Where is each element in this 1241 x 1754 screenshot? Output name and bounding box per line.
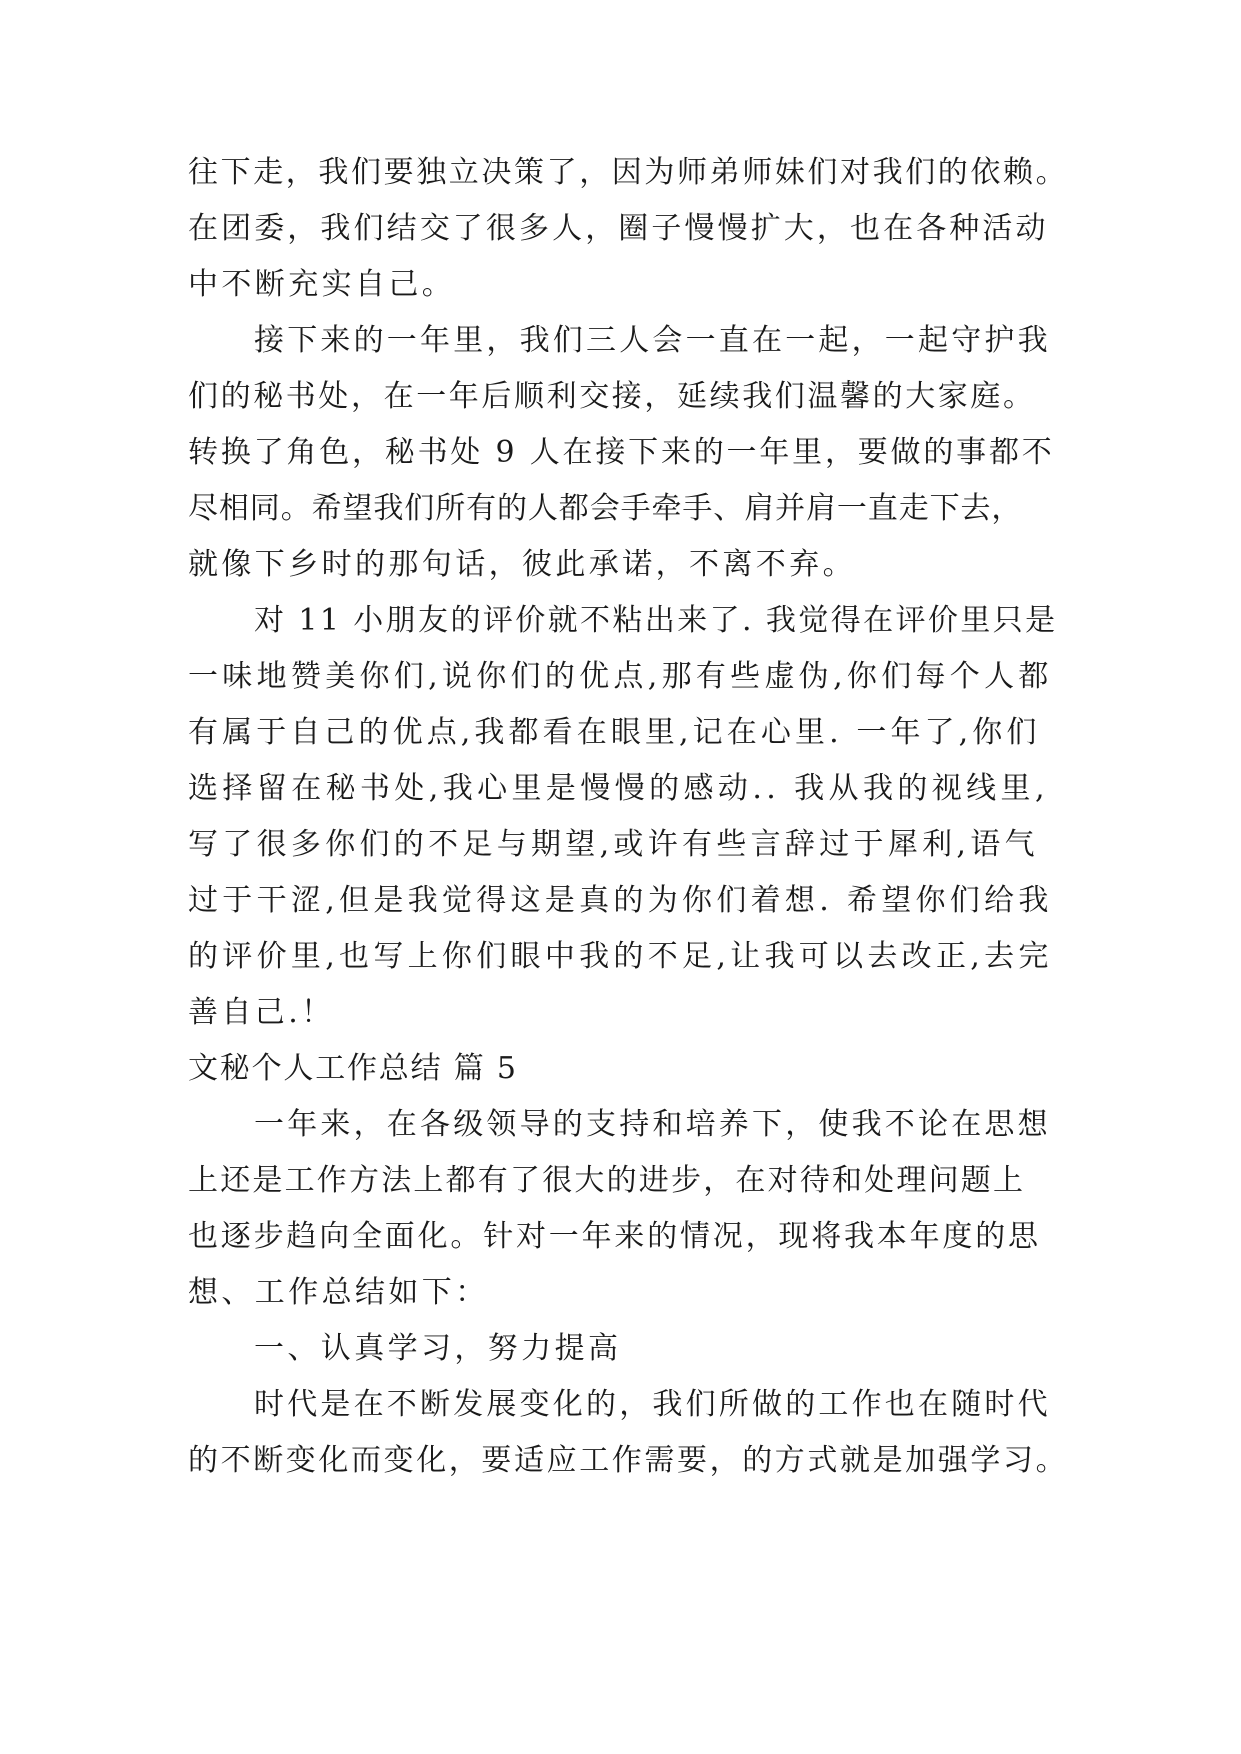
text-line: 过于干涩,但是我觉得这是真的为你们着想. 希望你们给我 — [188, 883, 1053, 918]
text-line: 的评价里,也写上你们眼中我的不足,让我可以去改正,去完 — [188, 939, 1053, 974]
text-line: 写了很多你们的不足与期望,或许有些言辞过于犀利,语气 — [188, 827, 1039, 862]
text-line: 选择留在秘书处,我心里是慢慢的感动.. 我从我的视线里, — [188, 771, 1049, 806]
text-line: 善自己.！ — [188, 995, 335, 1030]
text-line: 接下来的一年里，我们三人会一直在一起，一起守护我 — [254, 323, 1051, 358]
text-line: 就像下乡时的那句话，彼此承诺，不离不弃。 — [188, 547, 856, 582]
text-line: 也逐步趋向全面化。针对一年来的情况，现将我本年度的思 — [188, 1219, 1041, 1254]
text-line: 的不断变化而变化，要适应工作需要，的方式就是加强学习。 — [188, 1443, 1069, 1478]
text-line: 上还是工作方法上都有了很大的进步，在对待和处理问题上 — [188, 1163, 1026, 1198]
text-line: 中不断充实自己。 — [188, 267, 456, 302]
text-line: 想、工作总结如下： — [188, 1275, 489, 1310]
text-line: 一年来，在各级领导的支持和培养下，使我不论在思想 — [254, 1107, 1051, 1142]
subsection-heading: 一、认真学习，努力提高 — [254, 1331, 622, 1366]
text-line: 尽相同。希望我们所有的人都会手牵手、肩并肩一直走下去， — [188, 491, 1023, 526]
text-line: 转换了角色，秘书处 9 人在接下来的一年里，要做的事都不 — [188, 435, 1055, 470]
text-line: 对 11 小朋友的评价就不粘出来了. 我觉得在评价里只是 — [254, 603, 1058, 638]
text-line: 一味地赞美你们,说你们的优点,那有些虚伪,你们每个人都 — [188, 659, 1053, 694]
text-line: 有属于自己的优点,我都看在眼里,记在心里. 一年了,你们 — [188, 715, 1041, 750]
text-line: 时代是在不断发展变化的，我们所做的工作也在随时代 — [254, 1387, 1051, 1422]
section-heading: 文秘个人工作总结 篇 5 — [188, 1051, 518, 1086]
text-line: 往下走，我们要独立决策了，因为师弟师妹们对我们的依赖。 — [188, 155, 1069, 190]
text-line: 们的秘书处，在一年后顺利交接，延续我们温馨的大家庭。 — [188, 379, 1036, 414]
text-line: 在团委，我们结交了很多人，圈子慢慢扩大，也在各种活动 — [188, 211, 1049, 246]
